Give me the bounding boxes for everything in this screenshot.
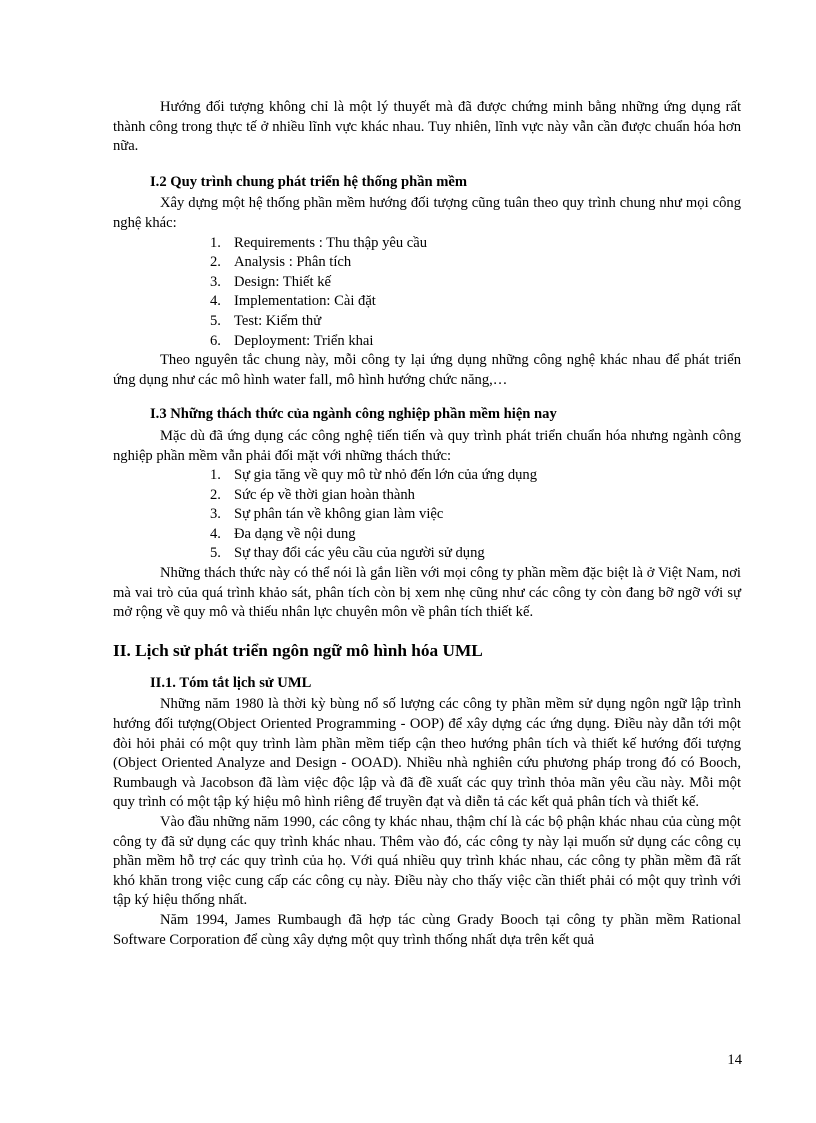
document-page bbox=[113, 98, 741, 950]
list-item: 4. Đa dạng về nội dung bbox=[210, 525, 356, 542]
intro-paragraph: Hướng đối tượng không chỉ là một lý thuyết mà đã được chứng minh bằng những ứng dụng rất thành công trong thực tế ở nhiều lĩnh vực khác nhau. Tuy nhiên, lĩnh vực này vẫn cần được chuẩn hóa hơn nữa. bbox=[113, 99, 741, 155]
list-item: 1. Sự gia tăng về quy mô từ nhỏ đến lớn của ứng dụng bbox=[210, 467, 538, 484]
uml-history-paragraph: Những năm 1980 là thời kỳ bùng nổ số lượng các công ty phần mềm sử dụng ngôn ngữ lập trình hướng đối tượng(Object Oriented Programming - OOP) để xây dựng các ứng dụng. Điều này dẫn tới một đòi hỏi phải có một quy trình làm phần mềm tiếp cận theo hướng phân tích và thiết kế hướng đối tượng (Object Oriented Analyze and Design - OOAD). Nhiều nhà nghiên cứu phương pháp trong đó có Booch, Rumbaugh và Jacobson đã làm việc độc lập và đã đề xuất các quy trình thỏa mãn yêu cầu này. Mỗi một quy trình có một tập ký hiệu mô hình riêng để truyền đạt và diễn tả các kết quả phân tích và thiết kế. bbox=[113, 696, 741, 811]
challenges-list bbox=[113, 466, 741, 564]
section-1-2-closing: Theo nguyên tắc chung này, mỗi công ty lại ứng dụng những công nghệ khác nhau để phát triển ứng dụng như các mô hình water fall, mô hình hướng chức năng,… bbox=[113, 352, 741, 388]
section-2-heading: II. Lịch sử phát triển ngôn ngữ mô hình hóa UML bbox=[113, 640, 483, 660]
list-item: 5. Sự thay đổi các yêu cầu của người sử dụng bbox=[210, 545, 485, 562]
section-1-3-closing: Những thách thức này có thể nói là gắn liền với mọi công ty phần mềm đặc biệt là ở Việt Nam, nơi mà vai trò của quá trình khảo sát, phân tích còn bị xem nhẹ cũng như các công ty còn đang bỡ ngỡ với sự mở rộng về quy mô và thiếu nhân lực chuyên môn về phân tích thiết kế. bbox=[113, 565, 741, 621]
list-item: 2. Sức ép về thời gian hoàn thành bbox=[210, 486, 415, 503]
uml-history-paragraph: Vào đầu những năm 1990, các công ty khác nhau, thậm chí là các bộ phận khác nhau của cùng một công ty đã sử dụng các quy trình khác nhau. Thêm vào đó, các công ty này lại muốn sử dụng các công cụ phần mềm hỗ trợ các quy trình của họ. Với quá nhiều quy trình khác nhau, các công ty phần mềm đã rất khó khăn trong việc cung cấp các công cụ này. Điều này cho thấy việc cần thiết phải có một quy trình với tập ký hiệu thống nhất. bbox=[113, 814, 741, 909]
list-item: 2. Analysis : Phân tích bbox=[210, 254, 352, 271]
list-item: 5. Test: Kiểm thử bbox=[210, 312, 322, 329]
section-1-2-heading: I.2 Quy trình chung phát triển hệ thống phần mềm bbox=[150, 173, 468, 190]
list-item: 3. Sự phân tán về không gian làm việc bbox=[210, 506, 444, 523]
section-1-2-intro: Xây dựng một hệ thống phần mềm hướng đối tượng cũng tuân theo quy trình chung như mọi công nghệ khác: bbox=[113, 195, 741, 231]
list-item: 1. Requirements : Thu thập yêu cầu bbox=[210, 234, 428, 251]
section-2-1-heading: II.1. Tóm tắt lịch sử UML bbox=[150, 674, 312, 691]
process-steps-list bbox=[113, 234, 741, 352]
list-item: 6. Deployment: Triển khai bbox=[210, 332, 374, 349]
section-1-3-heading: I.3 Những thách thức của ngành công nghiệp phần mềm hiện nay bbox=[150, 406, 557, 423]
list-item: 4. Implementation: Cài đặt bbox=[210, 293, 376, 310]
section-1-3-intro: Mặc dù đã ứng dụng các công nghệ tiến tiến và quy trình phát triển chuẩn hóa nhưng ngành công nghiệp phần mềm vẫn phải đối mặt với những thách thức: bbox=[113, 427, 741, 464]
uml-history-paragraph: Năm 1994, James Rumbaugh đã hợp tác cùng Grady Booch tại công ty phần mềm Rational Software Corporation để cùng xây dựng một quy trình thống nhất dựa trên kết quả bbox=[113, 911, 741, 948]
list-item: 3. Design: Thiết kế bbox=[210, 273, 332, 290]
page-number: 14 bbox=[727, 1052, 742, 1068]
